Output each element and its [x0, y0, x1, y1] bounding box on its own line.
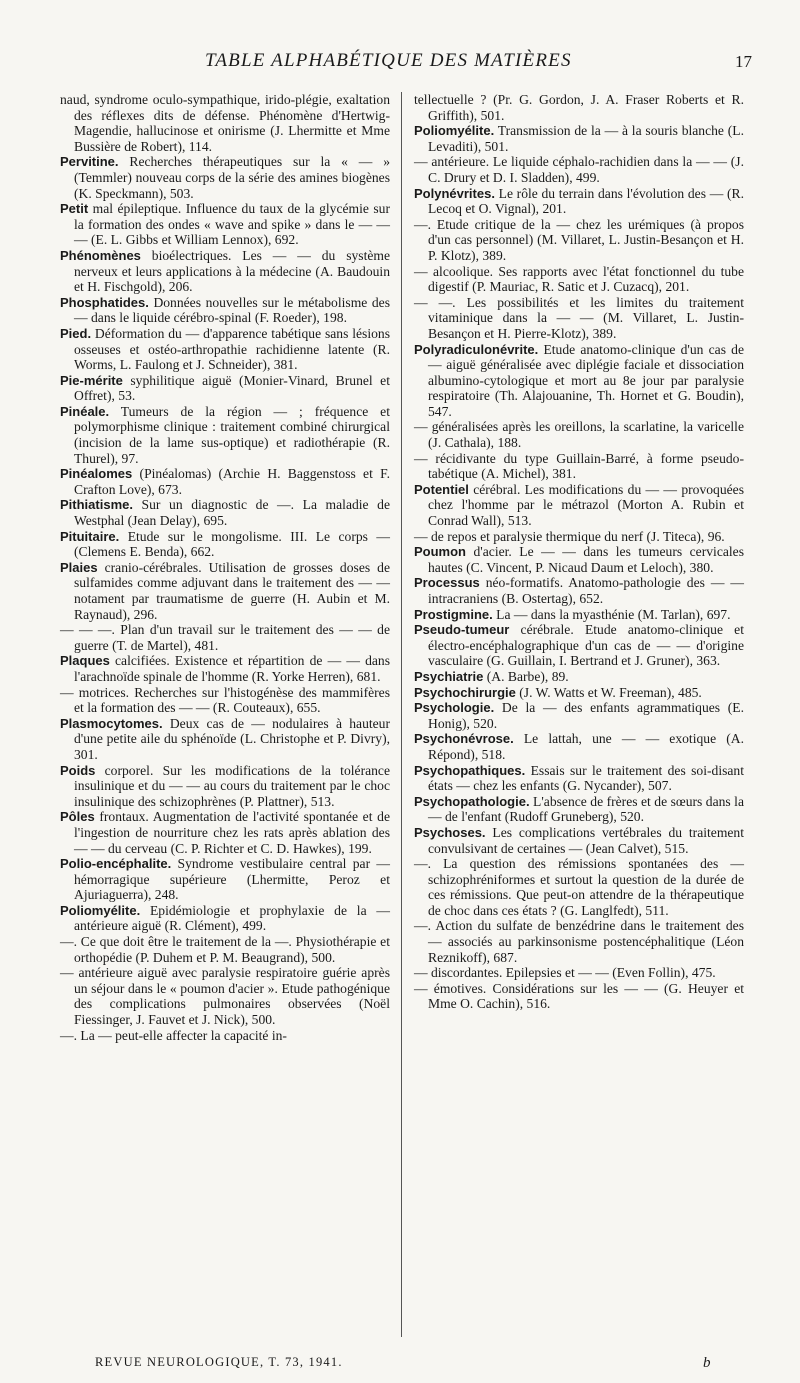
index-text: (A. Barbe), 89. [483, 668, 569, 684]
index-text: cranio-cérébrales. Utilisation de grosses doses de sulfamides comme adjuvant dans le traitement des — — notament par traumatisme de guerre (H. Aubin et M. Raynaud), 296. [74, 559, 390, 622]
index-text: — motrices. Recherches sur l'histogénèse des mammifères et la formation des — — (R. Couteaux), 655. [60, 684, 390, 716]
index-term: Plaies [60, 559, 98, 575]
index-entry [60, 295, 390, 326]
index-entry [60, 622, 390, 653]
index-text: —. La question des rémissions spontanées des — schizophréniformes et surtout la question de la durée de ces rémissions. Que peut-on attendre de la thérapeutique de choc dans ces états ? (G. Langlfedt), 511. [414, 856, 744, 918]
index-text: — — —. Plan d'un travail sur le traitement des — — de guerre (T. de Martel), 481. [60, 622, 390, 653]
signature-mark: b [703, 1355, 711, 1371]
index-term: Prostigmine. [414, 606, 493, 622]
index-term: Pôles [60, 809, 95, 825]
index-text: — émotives. Considérations sur les — — (G. Heuyer et Mme O. Cachin), 516. [414, 980, 744, 1012]
index-term: Potentiel [414, 481, 469, 497]
index-entry [60, 404, 390, 466]
index-term: Psychochirurgie [414, 684, 516, 700]
index-entry [414, 794, 744, 825]
index-text: mal épileptique. Influence du taux de la glycémie sur la formation des ondes « wave and spike » dans le — — — (E. L. Gibbs et William Lennox), 692. [74, 201, 390, 248]
index-entry [414, 92, 744, 123]
index-entry [414, 544, 744, 575]
index-term: Pituitaire. [60, 528, 120, 544]
index-entry [414, 669, 744, 685]
index-text: Essais sur le traitement des soi-disant états — chez les enfants (G. Nycander), 507. [428, 762, 744, 794]
index-term: Phosphatides. [60, 294, 149, 310]
index-entry [414, 482, 744, 529]
index-text: —. Etude critique de la — chez les urémiques (à propos d'un cas personnel) (M. Villaret, L. Justin-Besançon et H. P. Klotz), 389. [414, 216, 744, 263]
index-term: Pervitine. [60, 154, 119, 170]
index-text: L'absence de frères et de sœurs dans la — de l'enfant (Rudoff Gruneberg), 520. [428, 793, 744, 825]
index-entry [60, 373, 390, 404]
index-entry [414, 685, 744, 701]
index-term: Poliomyélite. [414, 123, 495, 139]
index-term: Processus [414, 575, 480, 591]
index-text: Déformation du — d'apparence tabétique sans lésions osseuses et ostéo-arthropathie rachidienne latente (R. Worms, L. Faulong et J. Schneider), 381. [74, 325, 390, 373]
index-text: cérébral. Les modifications du — — provoquées chez l'homme par le métrazol (Morton A. Rubin et Conrad Wall), 513. [428, 481, 744, 529]
index-term: Pinéale. [60, 403, 110, 419]
index-text: calcifiées. Existence et répartition de — — dans l'arachnoïde spinale de l'homme (R. Yorke Herren), 681. [74, 653, 390, 684]
index-term: Psychopathiques. [414, 762, 526, 778]
index-entry [414, 264, 744, 295]
index-entry [60, 92, 390, 154]
index-text: néo-formatifs. Anatomo-pathologie des — — intracraniens (B. Ostertag), 652. [428, 575, 744, 606]
index-text: syphilitique aiguë (Monier-Vinard, Brunel et Offret), 53. [74, 372, 390, 404]
journal-citation: REVUE NEUROLOGIQUE, T. 73, 1941. [95, 1355, 343, 1369]
index-term: Poliomyélite. [60, 902, 141, 918]
index-entry [60, 856, 390, 903]
index-text: — alcoolique. Ses rapports avec l'état fonctionnel du tube digestif (P. Mauriac, R. Satic et J. Cuzacq), 201. [414, 263, 744, 295]
index-entry [414, 731, 744, 762]
index-text: Tumeurs de la région — ; fréquence et polymorphisme clinique : traitement combiné chirurgical (incision de la lame sus-optique) et radiothérapie (R. Thurel), 97. [74, 403, 390, 466]
index-entry [414, 451, 744, 482]
index-entry [414, 295, 744, 342]
index-entry [414, 607, 744, 623]
index-text: —. La — peut-elle affecter la capacité in- [60, 1027, 287, 1043]
index-entry [60, 326, 390, 373]
index-text: Le lattah, une — — exotique (A. Répond), 518. [428, 731, 744, 762]
index-entry [414, 123, 744, 154]
index-term: Petit [60, 201, 89, 217]
page-header [0, 48, 800, 78]
index-term: Psychopathologie. [414, 793, 530, 809]
index-entry [60, 529, 390, 560]
index-entry [60, 466, 390, 497]
index-entry [414, 981, 744, 1012]
index-term: Pied. [60, 325, 92, 341]
index-text: d'acier. Le — — dans les tumeurs cervicales hautes (C. Vincent, P. Nicaud Daum et Leloch), 380. [428, 544, 744, 575]
index-text: Les complications vertébrales du traitement convulsivant de certaines — (Jean Calvet), 515. [428, 824, 744, 856]
index-text: — antérieure. Le liquide céphalo-rachidien dans la — — (J. C. Drury et D. I. Sladden), 499. [414, 154, 744, 185]
index-text: tellectuelle ? (Pr. G. Gordon, J. A. Fraser Roberts et R. Griffith), 501. [414, 92, 744, 123]
index-entry [414, 419, 744, 450]
index-entry [414, 856, 744, 918]
index-entry [60, 154, 390, 201]
index-entry [60, 201, 390, 248]
index-text: — récidivante du type Guillain-Barré, à forme pseudo-tabétique (A. Michel), 381. [414, 450, 744, 482]
index-text: —. Ce que doit être le traitement de la —. Physiothérapie et orthopédie (P. Duhem et P. M. Beaugrand), 500. [60, 934, 390, 965]
index-term: Pithiatisme. [60, 497, 133, 513]
running-title: TABLE ALPHABÉTIQUE DES MATIÈRES [205, 50, 572, 71]
index-entry [60, 934, 390, 965]
index-entry [60, 965, 390, 1027]
index-entry [414, 825, 744, 856]
index-entry [414, 700, 744, 731]
index-entry [60, 560, 390, 622]
index-entry [414, 217, 744, 264]
column-divider [401, 92, 402, 1337]
index-term: Poumon [414, 544, 466, 560]
index-text: — antérieure aiguë avec paralysie respiratoire guérie après un séjour dans le « poumon d'acier ». Etude pathogénique des complications pulmonaires observées (Noël Fiessinger, J. Fauvet et J. Nick), 500. [60, 965, 390, 1028]
index-term: Psychiatrie [414, 668, 484, 684]
index-text: bioélectriques. Les — — du système nerveux et leurs applications à la médecine (A. Baudouin et H. Fischgold), 206. [74, 247, 390, 295]
index-text: naud, syndrome oculo-sympathique, irido-plégie, exaltation des réflexes dits de défense. Phénomène d'Hertwig-Magendie, hallucinose et onirisme (J. Lhermitte et Mme Bussière de Robert), 114. [60, 92, 390, 154]
index-text: Deux cas de — nodulaires à hauteur d'une petite aile du sphénoïde (L. Christophe et P. Divry), 301. [74, 715, 390, 762]
index-text: Syndrome vestibulaire central par — hémorragique supérieure (Lhermitte, Peroz et Ajuriaguerra), 248. [74, 856, 390, 903]
index-entry [414, 575, 744, 606]
index-entry [60, 248, 390, 295]
index-entry [60, 653, 390, 684]
index-entry [60, 809, 390, 856]
page-footer [0, 1355, 800, 1379]
index-term: Pie-mérite [60, 372, 123, 388]
index-text: Transmission de la — à la souris blanche (L. Levaditi), 501. [428, 123, 744, 154]
index-text: — de repos et paralysie thermique du nerf (J. Titeca), 96. [414, 528, 725, 544]
index-text: Epidémiologie et prophylaxie de la — antérieure aiguë (R. Clément), 499. [74, 902, 390, 934]
index-term: Pseudo-tumeur [414, 622, 510, 638]
index-entry [414, 186, 744, 217]
left-column [60, 92, 390, 1043]
index-text: La — dans la myasthénie (M. Tarlan), 697. [492, 606, 731, 622]
index-text: cérébrale. Etude anatomo-clinique et électro-encéphalographique d'un cas de — — d'origine vasculaire (G. Guillain, I. Bertrand et J. Gruner), 363. [428, 622, 744, 669]
index-text: De la — des enfants agrammatiques (E. Honig), 520. [428, 700, 744, 731]
index-entry [414, 965, 744, 981]
index-text: — généralisées après les oreillons, la scarlatine, la varicelle (J. Cathala), 188. [414, 419, 744, 451]
index-term: Phénomènes [60, 247, 141, 263]
index-entry [414, 763, 744, 794]
index-text: Recherches thérapeutiques sur la « — » (Temmler) nouveau corps de la série des amines biogènes (K. Speckmann), 503. [74, 154, 390, 201]
index-text: Etude anatomo-clinique d'un cas de — aiguë généralisée avec diplégie faciale et dissociation albumino-cytologique et mort au 8e jour par paralysie respiratoire (Th. Alajouanine, Th. Hornet et G. Boudin), 547. [428, 341, 744, 419]
index-entry [414, 622, 744, 669]
index-entry [414, 342, 744, 420]
index-entry [60, 716, 390, 763]
index-term: Poids [60, 762, 96, 778]
index-entry [414, 529, 744, 545]
index-term: Plaques [60, 653, 110, 669]
index-text: (J. W. Watts et W. Freeman), 485. [515, 684, 702, 700]
index-text: corporel. Sur les modifications de la tolérance insulinique et du — — au cours du traitement par le choc insulinique des schizophrènes (P. Plattner), 513. [74, 762, 390, 809]
page-number: 17 [735, 52, 752, 71]
index-text: — —. Les possibilités et les limites du traitement vitaminique dans la — — (M. Villaret, L. Justin-Besançon et H. Pierre-Klotz), 389. [414, 294, 744, 341]
index-term: Psychonévrose. [414, 731, 514, 747]
index-entry [60, 685, 390, 716]
index-term: Pinéalomes [60, 466, 133, 482]
index-text: Le rôle du terrain dans l'évolution des — (R. Lecoq et O. Vignal), 201. [428, 185, 744, 217]
index-term: Polyradiculonévrite. [414, 341, 539, 357]
index-term: Plasmocytomes. [60, 715, 163, 731]
index-entry [414, 154, 744, 185]
index-entry [60, 497, 390, 528]
index-term: Polio-encéphalite. [60, 856, 172, 872]
index-entry [414, 918, 744, 965]
index-text: Sur un diagnostic de —. La maladie de Westphal (Jean Delay), 695. [74, 497, 390, 529]
index-term: Psychologie. [414, 700, 495, 716]
index-entry [60, 763, 390, 810]
index-text: (Pinéalomas) (Archie H. Baggenstoss et F. Crafton Love), 673. [74, 466, 390, 497]
index-term: Polynévrites. [414, 185, 495, 201]
index-entry [60, 903, 390, 934]
index-text: Données nouvelles sur le métabolisme des — dans le liquide cérébro-spinal (F. Roeder), 198. [74, 294, 390, 326]
index-text: Etude sur le mongolisme. III. Le corps — (Clemens E. Benda), 662. [74, 528, 390, 560]
index-term: Psychoses. [414, 824, 486, 840]
right-column [414, 92, 744, 1012]
index-text: —. Action du sulfate de benzédrine dans le traitement des — associés au parkinsonisme postencéphalitique (Léon Reznikoff), 687. [414, 918, 744, 965]
index-text: frontaux. Augmentation de l'activité spontanée et de l'ingestion de nourriture chez les rats après ablation des — — du cerveau (C. P. Richter et C. D. Hawkes), 199. [74, 809, 390, 856]
index-entry [60, 1028, 390, 1044]
index-text: — discordantes. Epilepsies et — — (Even Follin), 475. [414, 965, 716, 981]
